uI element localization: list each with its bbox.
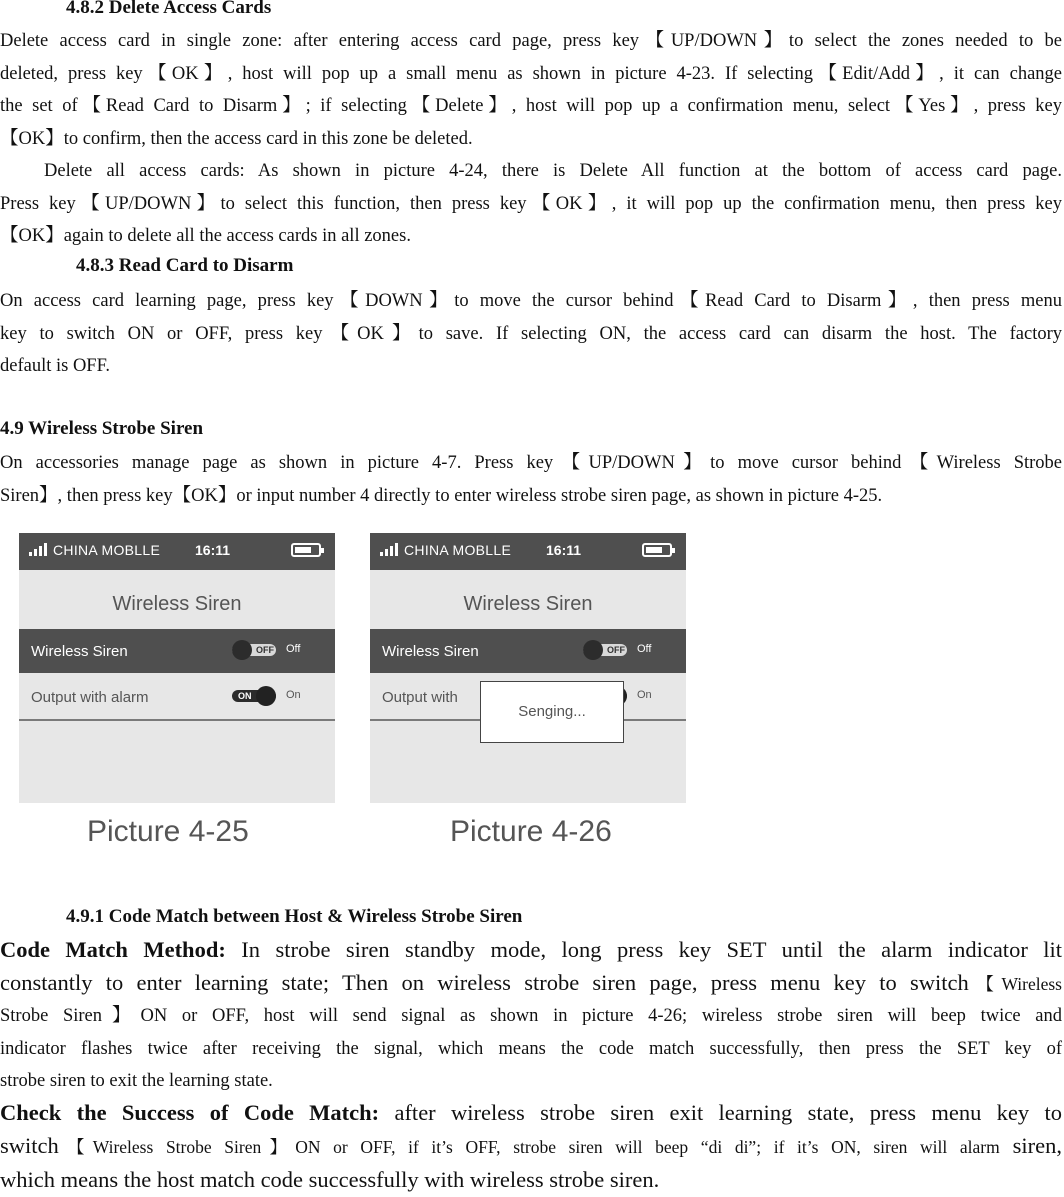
row-wireless-siren[interactable] (19, 629, 335, 673)
wireless-siren-toggle[interactable]: OFF (232, 640, 278, 660)
phone-screen-4-25 (19, 533, 335, 803)
divider (19, 719, 335, 721)
heading-4-9-1: 4.9.1 Code Match between Host & Wireless Strobe Siren (66, 906, 523, 927)
text-line: switch【Wireless Strobe Siren】ON or OFF, if it’s OFF, strobe siren will beep “di di”; if it’s ON, siren will alarm siren, (0, 1132, 1063, 1158)
code-match-label: Code Match Method: (0, 937, 226, 962)
paragraph-check-success (0, 1097, 1062, 1197)
text-line: Delete all access cards: As shown in picture 4-24, there is Delete All function at the bottom of access card page. (44, 161, 1062, 181)
text-line: indicator flashes twice after receiving the signal, which means the code match successfully, then press the SET key of (0, 1038, 1062, 1059)
check-success-label: Check the Success of Code Match: (0, 1100, 380, 1125)
text-line: 【OK】to confirm, then the access card in this zone be deleted. (0, 128, 473, 149)
screen-title: Wireless Siren (112, 593, 242, 615)
row-label: Wireless Siren (31, 643, 128, 660)
screen-title: Wireless Siren (463, 593, 593, 615)
text-line: default is OFF. (0, 356, 111, 377)
battery-icon (642, 543, 672, 557)
toggle-state-text: Off (637, 643, 652, 655)
caption-picture-4-25: Picture 4-25 (87, 815, 249, 848)
toggle-state-text: On (286, 689, 301, 701)
clock: 16:11 (195, 542, 231, 558)
text-line: Siren】, then press key【OK】or input number 4 directly to enter wireless strobe siren page, as shown in picture 4-25. (0, 485, 883, 506)
status-bar (370, 533, 686, 570)
text-line: which means the host match code successfully with wireless strobe siren. (0, 1167, 660, 1193)
text-line: Check the Success of Code Match: after wireless strobe siren exit learning state, press menu key to (0, 1100, 1062, 1125)
heading-4-8-2: 4.8.2 Delete Access Cards (66, 0, 272, 18)
paragraph-read-card (0, 285, 1062, 383)
toggle-state-text: Off (286, 643, 301, 655)
paragraph-delete-single (0, 25, 1062, 155)
paragraph-code-match-method (0, 934, 1062, 1098)
text-line: key to switch ON or OFF, press key【OK】to save. If selecting ON, the access card can disarm the host. The factory (0, 323, 1062, 344)
sending-dialog: Senging... (480, 681, 624, 743)
heading-4-9: 4.9 Wireless Strobe Siren (0, 418, 204, 439)
text-line: Press key【UP/DOWN】to select this function, then press key【OK】, it will pop up the confirmation menu, then press key (0, 193, 1062, 214)
heading-4-8-3: 4.8.3 Read Card to Disarm (76, 255, 294, 276)
status-bar (19, 533, 335, 570)
carrier-name: CHINA MOBLLE (404, 542, 512, 558)
text-line: constantly to enter learning state; Then on wireless strobe siren page, press menu key to switch【Wireless (0, 969, 1062, 995)
row-output-with-alarm[interactable] (19, 675, 335, 719)
row-label: Wireless Siren (382, 643, 479, 660)
text-line: the set of【Read Card to Disarm】; if selecting【Delete】, host will pop up a confirmation menu, select【Yes】, press key (0, 96, 1062, 117)
row-label: Output with alarm (31, 689, 149, 706)
output-alarm-toggle[interactable]: ON (232, 686, 278, 706)
text-line: strobe siren to exit the learning state. (0, 1071, 273, 1092)
clock: 16:11 (546, 542, 582, 558)
paragraph-strobe-siren (0, 447, 1062, 512)
row-label: Output with (382, 689, 458, 706)
text-line: On access card learning page, press key【DOWN】to move the cursor behind【Read Card to Disarm】, then press menu (0, 291, 1062, 311)
text-line: On accessories manage page as shown in picture 4-7. Press key【UP/DOWN】to move cursor behind【Wireless Strobe (0, 453, 1062, 473)
phone-screen-4-26 (370, 533, 686, 803)
signal-icon (29, 542, 51, 559)
row-wireless-siren[interactable] (370, 629, 686, 673)
paragraph-delete-all (0, 155, 1062, 253)
signal-icon (380, 542, 402, 559)
text-line: Strobe Siren】ON or OFF, host will send signal as shown in picture 4-26; wireless strobe siren will beep twice and (0, 1006, 1062, 1027)
text-line: Delete access card in single zone: after entering access card page, press key【UP/DOWN】to select the zones needed to be (0, 31, 1062, 51)
text-line: deleted, press key【OK】, host will pop up a small menu as shown in picture 4-23. If selecting【Edit/Add】, it can change (0, 63, 1062, 84)
caption-picture-4-26: Picture 4-26 (450, 815, 612, 848)
carrier-name: CHINA MOBLLE (53, 542, 161, 558)
text-line: 【OK】again to delete all the access cards in all zones. (0, 226, 411, 247)
battery-icon (291, 543, 321, 557)
wireless-siren-toggle[interactable]: OFF (583, 640, 629, 660)
text-line: Code Match Method: In strobe siren standby mode, long press key SET until the alarm indicator lit (0, 937, 1062, 962)
toggle-state-text: On (637, 689, 652, 701)
